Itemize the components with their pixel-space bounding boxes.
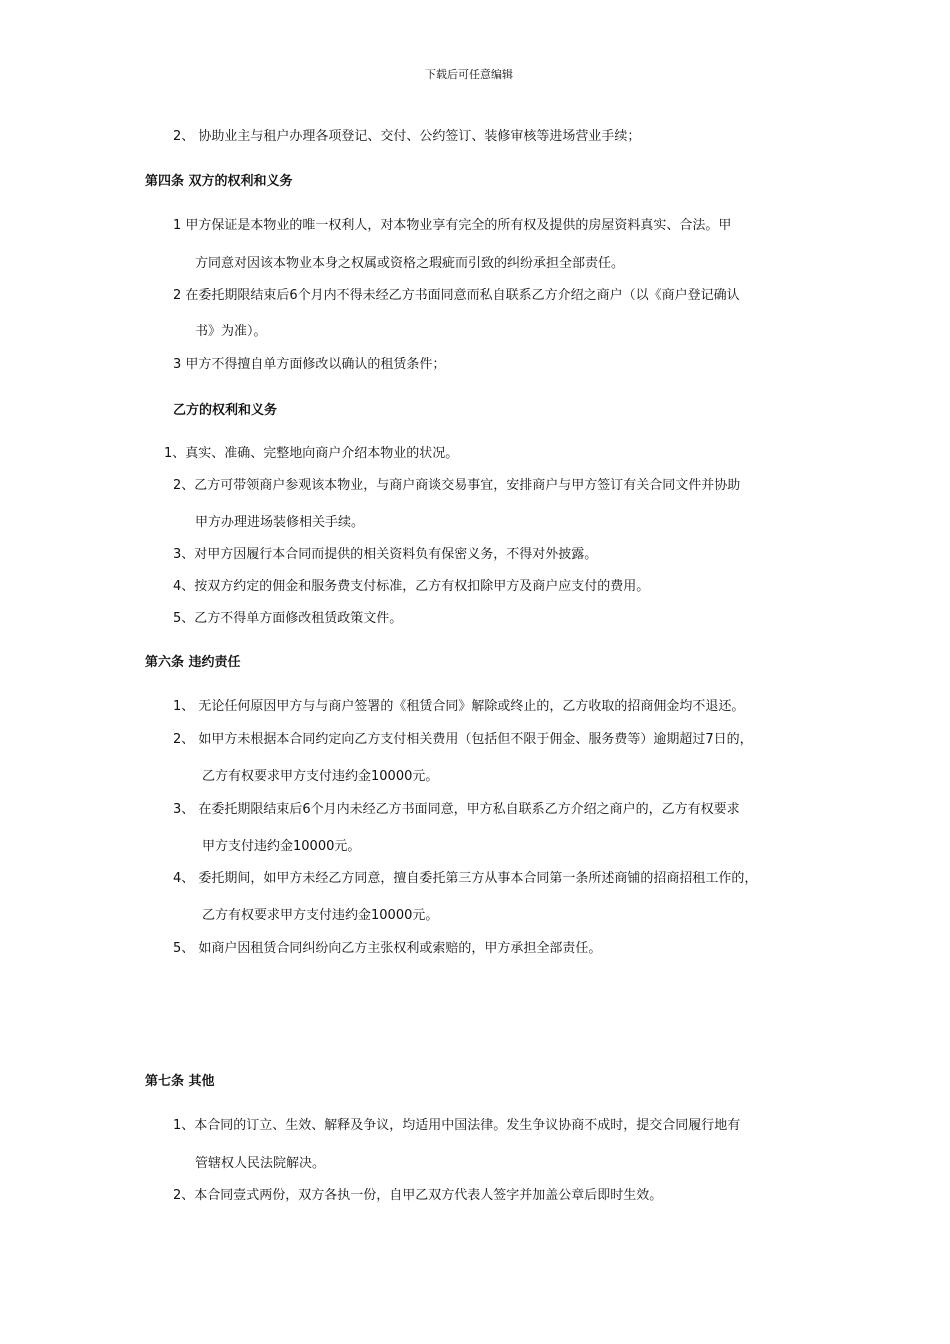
- party-a-item-3: 3 甲方不得擅自单方面修改以确认的租赁条件；: [173, 357, 446, 372]
- party-a-item-1-line1: 1 甲方保证是本物业的唯一权利人，对本物业享有完全的所有权及提供的房屋资料真实、合法。甲: [173, 218, 732, 233]
- breach-item-1: 1、 无论任何原因甲方与与商户签署的《租赁合同》解除或终止的，乙方收取的招商佣金均不退还。: [173, 699, 745, 714]
- party-b-item-5: 5、乙方不得单方面修改租赁政策文件。: [173, 611, 403, 626]
- intro-item-2: 2、 协助业主与租户办理各项登记、交付、公约签订、装修审核等进场营业手续；: [173, 129, 641, 144]
- breach-item-3-line1: 3、 在委托期限结束后6个月内未经乙方书面同意，甲方私自联系乙方介绍之商户的，乙方有权要求: [173, 802, 740, 817]
- breach-item-2-line2: 乙方有权要求甲方支付违约金10000元。: [202, 769, 439, 784]
- party-a-item-1-line2: 方同意对因该本物业本身之权属或资格之瑕疵而引致的纠纷承担全部责任。: [195, 256, 625, 271]
- party-b-item-3: 3、对甲方因履行本合同而提供的相关资料负有保密义务，不得对外披露。: [173, 547, 598, 562]
- party-b-item-1: 1、真实、准确、完整地向商户介绍本物业的状况。: [164, 446, 459, 461]
- party-a-item-2-line1: 2 在委托期限结束后6个月内不得未经乙方书面同意而私自联系乙方介绍之商户（以《商户登记确认: [173, 288, 740, 303]
- breach-item-2-line1: 2、 如甲方未根据本合同约定向乙方支付相关费用（包括但不限于佣金、服务费等）逾期超过7日的，: [173, 732, 753, 747]
- party-b-item-2-line1: 2、乙方可带领商户参观该本物业，与商户商谈交易事宜，安排商户与甲方签订有关合同文件并协助: [173, 478, 741, 493]
- other-item-1-line1: 1、本合同的订立、生效、解释及争议，均适用中国法律。发生争议协商不成时，提交合同履行地有: [173, 1118, 741, 1133]
- breach-item-4-line2: 乙方有权要求甲方支付违约金10000元。: [202, 908, 439, 923]
- party-b-title: 乙方的权利和义务: [173, 403, 278, 418]
- page-watermark: 下载后可任意编辑: [425, 68, 513, 81]
- party-b-item-4: 4、按双方约定的佣金和服务费支付标准，乙方有权扣除甲方及商户应支付的费用。: [173, 579, 650, 594]
- article-6-title: 第六条 违约责任: [145, 655, 241, 670]
- other-item-1-line2: 管辖权人民法院解决。: [195, 1156, 326, 1171]
- article-7-title: 第七条 其他: [145, 1074, 215, 1089]
- other-item-2: 2、本合同壹式两份，双方各执一份，自甲乙双方代表人签字并加盖公章后即时生效。: [173, 1188, 663, 1203]
- party-b-item-2-line2: 甲方办理进场装修相关手续。: [195, 515, 365, 530]
- breach-item-4-line1: 4、 委托期间，如甲方未经乙方同意，擅自委托第三方从事本合同第一条所述商铺的招商招租工作的，: [173, 871, 758, 886]
- party-a-item-2-line2: 书》为准）。: [195, 324, 267, 339]
- article-4-title: 第四条 双方的权利和义务: [145, 174, 293, 189]
- breach-item-3-line2: 甲方支付违约金10000元。: [202, 839, 361, 854]
- breach-item-5: 5、 如商户因租赁合同纠纷向乙方主张权利或索赔的，甲方承担全部责任。: [173, 941, 602, 956]
